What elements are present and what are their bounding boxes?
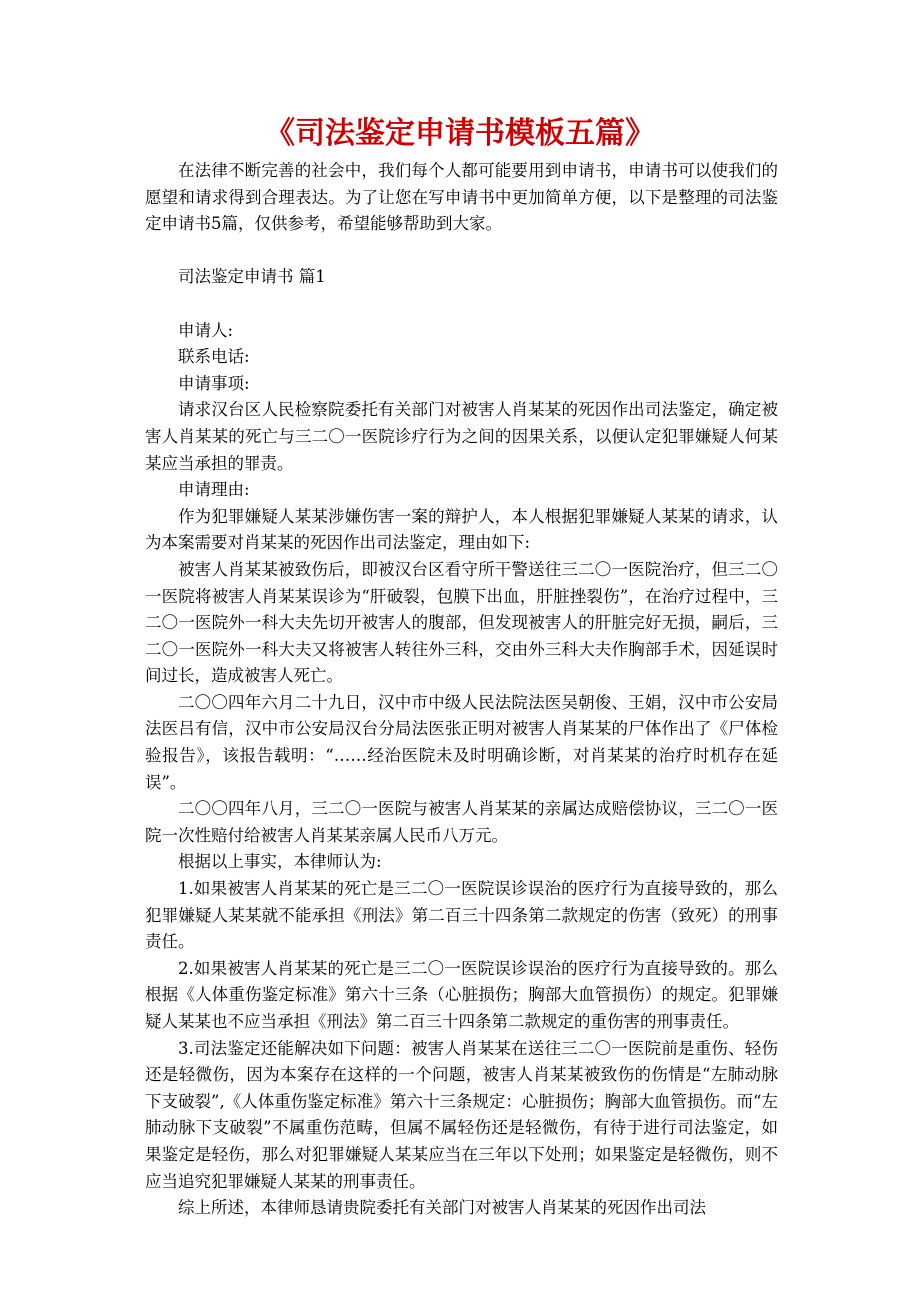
matter-paragraph: 请求汉台区人民检察院委托有关部门对被害人肖某某的死因作出司法鉴定，确定被害人肖某某的死亡与三二〇一医院诊疗行为之间的因果关系，以便认定犯罪嫌疑人何某某应当承担的罪责。 bbox=[145, 400, 778, 473]
reason-label: 申请理由: bbox=[178, 480, 250, 500]
point-paragraph-3: 3.司法鉴定还能解决如下问题：被害人肖某某在送往三二〇一医院前是重伤、轻伤还是轻微伤，因为本案存在这样的一个问题，被害人肖某某被致伤的伤情是“左肺动脉下支破裂”,《人体重伤鉴定标准》第六十三条规定：心脏损伤；胸部大血管损伤。而“左肺动脉下支破裂”不属重伤范畴，但属不属轻伤还是轻微伤，有待于进行司法鉴定，如果鉴定是轻伤，那么对犯罪嫌疑人某某应当在三年以下处刑；如果鉴定是轻微伤，则不应当追究犯罪嫌疑人某某的刑事责任。 bbox=[145, 1038, 778, 1191]
point-paragraph-2: 2.如果被害人肖某某的死亡是三二〇一医院误诊误治的医疗行为直接导致的。那么根据《人体重伤鉴定标准》第六十三条（心脏损伤；胸部大血管损伤）的规定。犯罪嫌疑人某某也不应当承担《刑法》第二百三十四条第二款规定的重伤害的刑事责任。 bbox=[145, 958, 778, 1031]
applicant-label: 申请人: bbox=[178, 320, 234, 340]
fact-paragraph-1: 被害人肖某某被致伤后，即被汉台区看守所干警送往三二〇一医院治疗，但三二〇一医院将被害人肖某某误诊为“肝破裂，包膜下出血，肝脏挫裂伤”，在治疗过程中，三二〇一医院外一科大夫先切开被害人的腹部，但发现被害人的肝脏完好无损，嗣后，三二〇一医院外一科大夫又将被害人转往外三科，交由外三科大夫作胸部手术，因延误时间过长，造成被害人死亡。 bbox=[145, 559, 778, 686]
section-heading: 司法鉴定申请书 篇1 bbox=[178, 267, 326, 287]
lawyer-view-paragraph: 根据以上事实，本律师认为: bbox=[178, 852, 382, 872]
matter-label: 申请事项: bbox=[178, 373, 250, 393]
conclusion-paragraph: 综上所述，本律师恳请贵院委托有关部门对被害人肖某某的死因作出司法 bbox=[178, 1198, 706, 1218]
fact-paragraph-2: 二〇〇四年六月二十九日，汉中市中级人民法院法医吴朝俊、王娟，汉中市公安局法医吕有信，汉中市公安局汉台分局法医张正明对被害人肖某某的尸体作出了《尸体检验报告》，该报告载明：“……经治医院未及时明确诊断，对肖某某的治疗时机存在延误”。 bbox=[145, 692, 778, 792]
fact-paragraph-3: 二〇〇四年八月，三二〇一医院与被害人肖某某的亲属达成赔偿协议，三二〇一医院一次性赔付给被害人肖某某亲属人民币八万元。 bbox=[145, 799, 778, 845]
reason-intro-paragraph: 作为犯罪嫌疑人某某涉嫌伤害一案的辩护人，本人根据犯罪嫌疑人某某的请求，认为本案需要对肖某某的死因作出司法鉴定，理由如下: bbox=[145, 506, 778, 553]
intro-paragraph: 在法律不断完善的社会中，我们每个人都可能要用到申请书，申请书可以使我们的愿望和请求得到合理表达。为了让您在写申请书中更加简单方便，以下是整理的司法鉴定申请书5篇，仅供参考，希望能够帮助到大家。 bbox=[145, 161, 778, 234]
point-paragraph-1: 1.如果被害人肖某某的死亡是三二〇一医院误诊误治的医疗行为直接导致的，那么犯罪嫌疑人某某就不能承担《刑法》第二百三十四条第二款规定的伤害（致死）的刑事责任。 bbox=[145, 879, 778, 952]
phone-label: 联系电话: bbox=[178, 347, 250, 367]
document-body bbox=[145, 158, 778, 1222]
document-title: 《司法鉴定申请书模板五篇》 bbox=[265, 116, 655, 151]
